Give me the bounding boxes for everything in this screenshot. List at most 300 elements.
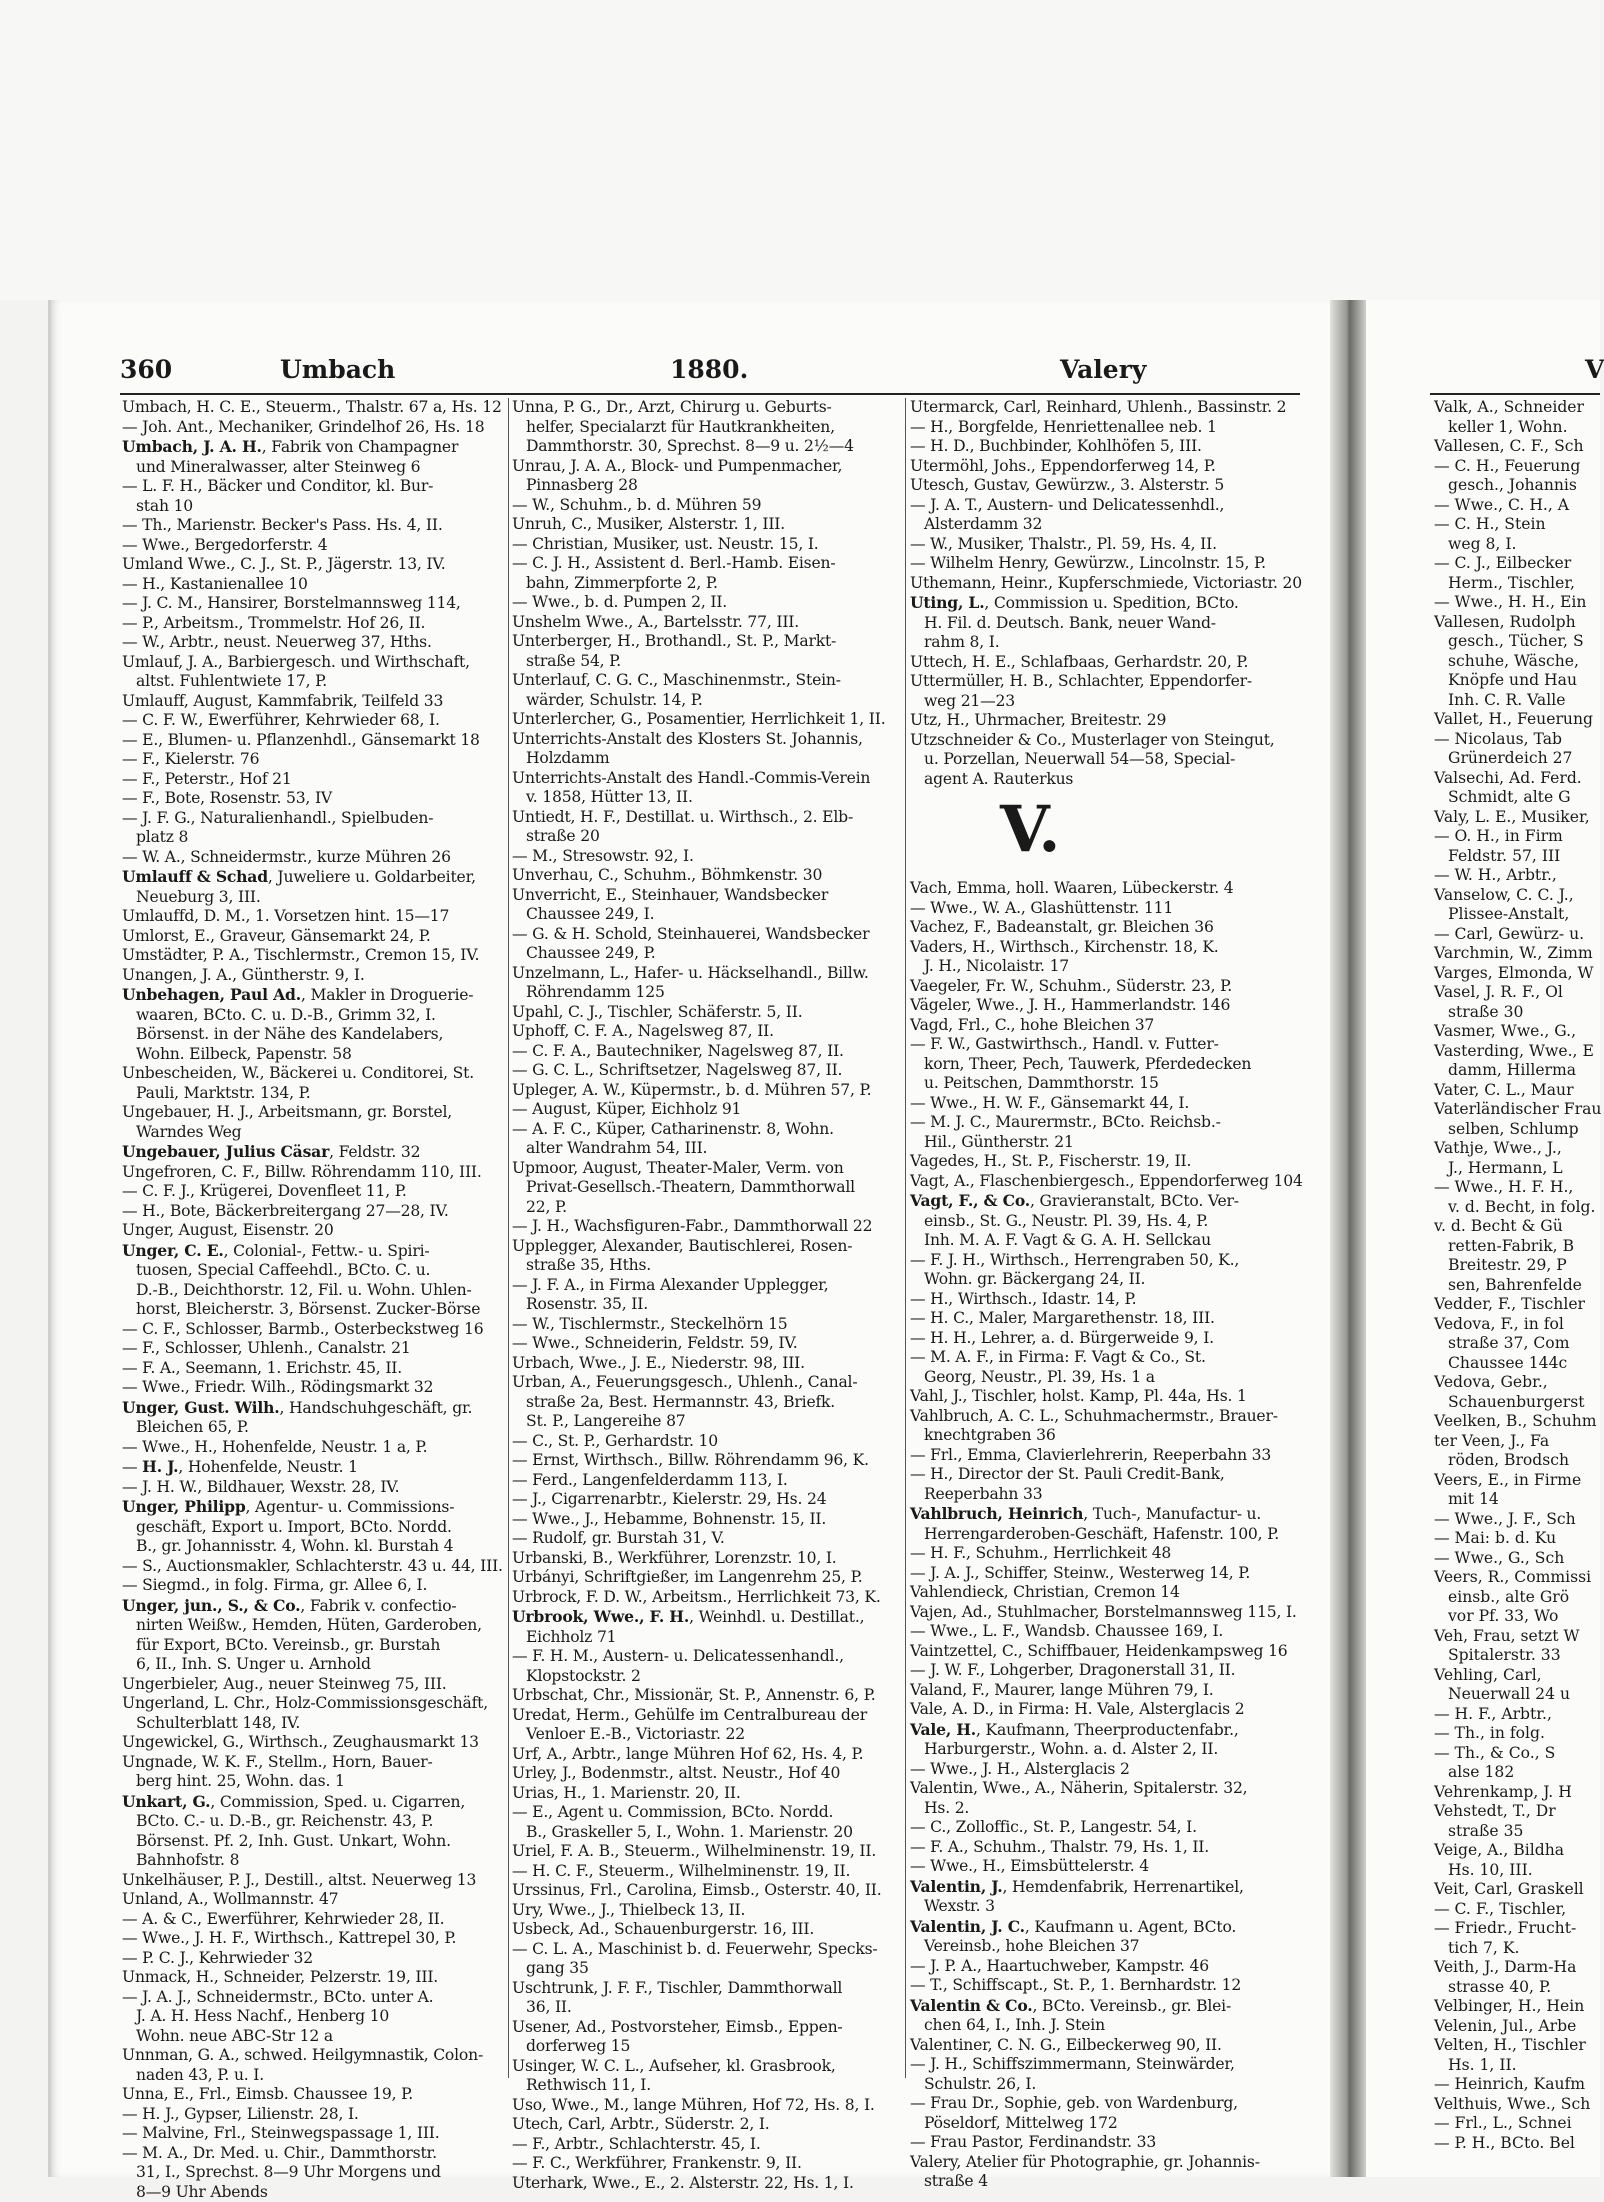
- directory-entry: für Export, BCto. Vereinsb., gr. Burstah: [122, 1636, 506, 1656]
- directory-entry: Valy, L. E., Musiker,: [1434, 808, 1600, 828]
- directory-entry: BCto. C.- u. D.-B., gr. Reichenstr. 43, P.: [122, 1812, 506, 1832]
- directory-entry: Vagt, A., Flaschenbiergesch., Eppendorferweg 104: [910, 1172, 1302, 1192]
- directory-entry: ter Veen, J., Fa: [1434, 1432, 1600, 1452]
- directory-entry: Uriel, F. A. B., Steuerm., Wilhelminenstr. 19, II.: [512, 1842, 900, 1862]
- directory-entry: Inh. C. R. Valle: [1434, 691, 1600, 711]
- directory-entry: — Frl., Emma, Clavierlehrerin, Reeperbahn 33: [910, 1446, 1302, 1466]
- directory-entry: Vahl, J., Tischler, holst. Kamp, Pl. 44a, Hs. 1: [910, 1387, 1302, 1407]
- directory-entry: keller 1, Wohn.: [1434, 418, 1600, 438]
- directory-entry: — F. A., Seemann, 1. Erichstr. 45, II.: [122, 1359, 506, 1379]
- directory-entry: Börsenst. in der Nähe des Kandelabers,: [122, 1025, 506, 1045]
- directory-entry: — August, Küper, Eichholz 91: [512, 1100, 900, 1120]
- column-separator: [508, 398, 509, 2078]
- directory-entry: — C. F., Schlosser, Barmb., Osterbeckstweg 16: [122, 1320, 506, 1340]
- directory-entry: Umlorst, E., Graveur, Gänsemarkt 24, P.: [122, 927, 506, 947]
- directory-entry: — Frau Dr., Sophie, geb. von Wardenburg,: [910, 2094, 1302, 2114]
- directory-entry: — L. F. H., Bäcker und Conditor, kl. Bur-: [122, 477, 506, 497]
- directory-entry: — H. C. F., Steuerm., Wilhelminenstr. 19, II.: [512, 1862, 900, 1882]
- directory-entry: Uttermüller, H. B., Schlachter, Eppendorfer-: [910, 672, 1302, 692]
- directory-entry: Privat-Gesellsch.-Theatern, Dammthorwall: [512, 1178, 900, 1198]
- directory-entry: — Frau Pastor, Ferdinandstr. 33: [910, 2133, 1302, 2153]
- directory-entry: Valentin & Co., BCto. Vereinsb., gr. Blei-: [910, 1996, 1302, 2017]
- directory-entry: — W. H., Arbtr.,: [1434, 866, 1600, 886]
- directory-entry: Vale, H., Kaufmann, Theerproductenfabr.,: [910, 1720, 1302, 1741]
- directory-entry: — Nicolaus, Tab: [1434, 730, 1600, 750]
- directory-entry: straße 20: [512, 827, 900, 847]
- directory-entry: Upmoor, August, Theater-Maler, Verm. von: [512, 1159, 900, 1179]
- directory-entry: Unkelhäuser, P. J., Destill., altst. Neuerweg 13: [122, 1871, 506, 1891]
- directory-entry: Umlauff & Schad, Juweliere u. Goldarbeiter,: [122, 867, 506, 888]
- directory-entry: korn, Theer, Pech, Tauwerk, Pferdedecken: [910, 1055, 1302, 1075]
- directory-entry: — A. F. C., Küper, Catharinenstr. 8, Wohn.: [512, 1120, 900, 1140]
- directory-entry: weg 21—23: [910, 692, 1302, 712]
- directory-entry: einsb., St. G., Neustr. Pl. 39, Hs. 4, P.: [910, 1212, 1302, 1232]
- directory-entry: — M. J. C., Maurermstr., BCto. Reichsb.-: [910, 1113, 1302, 1133]
- directory-entry: — Wwe., H. F. H.,: [1434, 1178, 1600, 1198]
- directory-entry: — H., Director der St. Pauli Credit-Bank,: [910, 1465, 1302, 1485]
- directory-entry: — H., Kastanienallee 10: [122, 575, 506, 595]
- directory-entry: v. d. Becht & Gü: [1434, 1217, 1600, 1237]
- directory-entry: Harburgerstr., Wohn. a. d. Alster 2, II.: [910, 1740, 1302, 1760]
- directory-entry: Unna, E., Frl., Eimsb. Chaussee 19, P.: [122, 2085, 506, 2105]
- directory-entry: alse 182: [1434, 1763, 1600, 1783]
- directory-entry: Veelken, B., Schuhm: [1434, 1412, 1600, 1432]
- directory-entry: — C. F. J., Krügerei, Dovenfleet 11, P.: [122, 1182, 506, 1202]
- directory-entry: Uphoff, C. F. A., Nagelsweg 87, II.: [512, 1022, 900, 1042]
- directory-entry: — Wilhelm Henry, Gewürzw., Lincolnstr. 15, P.: [910, 554, 1302, 574]
- directory-entry: — Wwe., Bergedorferstr. 4: [122, 536, 506, 556]
- directory-entry: Unger, Philipp, Agentur- u. Commissions-: [122, 1497, 506, 1518]
- directory-entry: Usener, Ad., Postvorsteher, Eimsb., Eppen-: [512, 2018, 900, 2038]
- directory-entry: Utesch, Gustav, Gewürzw., 3. Alsterstr. 5: [910, 476, 1302, 496]
- directory-entry: Pauli, Marktstr. 134, P.: [122, 1084, 506, 1104]
- directory-entry: Veers, R., Commissi: [1434, 1568, 1600, 1588]
- directory-entry: — C. J., Eilbecker: [1434, 554, 1600, 574]
- directory-entry: Umbach, H. C. E., Steuerm., Thalstr. 67 a, Hs. 12: [122, 398, 506, 418]
- directory-entry: — Wwe., H., Hohenfelde, Neustr. 1 a, P.: [122, 1438, 506, 1458]
- directory-entry: — Wwe., Friedr. Wilh., Rödingsmarkt 32: [122, 1378, 506, 1398]
- directory-entry: Umstädter, P. A., Tischlermstr., Cremon 15, IV.: [122, 946, 506, 966]
- directory-entry: Vach, Emma, holl. Waaren, Lübeckerstr. 4: [910, 879, 1302, 899]
- directory-entry: Untiedt, H. F., Destillat. u. Wirthsch., 2. Elb-: [512, 808, 900, 828]
- directory-entry: Vereinsb., hohe Bleichen 37: [910, 1937, 1302, 1957]
- directory-entry: tich 7, K.: [1434, 1939, 1600, 1959]
- directory-entry: — O. H., in Firm: [1434, 827, 1600, 847]
- directory-entry: nirten Weißw., Hemden, Hüten, Garderoben,: [122, 1616, 506, 1636]
- directory-entry: — W., Tischlermstr., Steckelhörn 15: [512, 1315, 900, 1335]
- directory-entry: Pinnasberg 28: [512, 476, 900, 496]
- directory-entry: — J. W. F., Lohgerber, Dragonerstall 31, II.: [910, 1661, 1302, 1681]
- directory-entry: Vaders, H., Wirthsch., Kirchenstr. 18, K.: [910, 938, 1302, 958]
- directory-entry: u. Peitschen, Dammthorstr. 15: [910, 1074, 1302, 1094]
- directory-entry: Ury, Wwe., J., Thielbeck 13, II.: [512, 1901, 900, 1921]
- directory-entry: straße 35, Hths.: [512, 1256, 900, 1276]
- directory-entry: — Malvine, Frl., Steinwegspassage 1, III.: [122, 2124, 506, 2144]
- directory-entry: Ungebauer, Julius Cäsar, Feldstr. 32: [122, 1142, 506, 1163]
- directory-entry: Unger, C. E., Colonial-, Fettw.- u. Spiri-: [122, 1241, 506, 1262]
- directory-entry: Vagt, F., & Co., Gravieranstalt, BCto. Ver-: [910, 1191, 1302, 1212]
- directory-entry: Schmidt, alte G: [1434, 788, 1600, 808]
- directory-entry: — F. H. M., Austern- u. Delicatessenhandl.,: [512, 1647, 900, 1667]
- directory-entry: Uttech, H. E., Schlafbaas, Gerhardstr. 20, P.: [910, 653, 1302, 673]
- directory-entry: Utz, H., Uhrmacher, Breitestr. 29: [910, 711, 1302, 731]
- directory-entry: straße 35: [1434, 1822, 1600, 1842]
- directory-entry: Valentiner, C. N. G., Eilbeckerweg 90, II.: [910, 2036, 1302, 2056]
- directory-entry: Velten, H., Tischler: [1434, 2036, 1600, 2056]
- directory-entry: agent A. Rauterkus: [910, 770, 1302, 790]
- directory-entry: — J. H. W., Bildhauer, Wexstr. 28, IV.: [122, 1478, 506, 1498]
- directory-entry: Uting, L., Commission u. Spedition, BCto.: [910, 593, 1302, 614]
- directory-entry: Unruh, C., Musiker, Alsterstr. 1, III.: [512, 515, 900, 535]
- directory-entry: — M. A., Dr. Med. u. Chir., Dammthorstr.: [122, 2144, 506, 2164]
- directory-entry: Veers, E., in Firme: [1434, 1471, 1600, 1491]
- directory-entry: Warndes Weg: [122, 1123, 506, 1143]
- directory-entry: — Ferd., Langenfelderdamm 113, I.: [512, 1471, 900, 1491]
- directory-entry: — C. J. H., Assistent d. Berl.-Hamb. Eisen-: [512, 554, 900, 574]
- directory-column-1: [122, 398, 506, 2078]
- directory-entry: retten-Fabrik, B: [1434, 1237, 1600, 1257]
- header-rule: [120, 393, 1300, 395]
- directory-entry: selben, Schlump: [1434, 1120, 1600, 1140]
- directory-entry: — C. F. W., Ewerführer, Kehrwieder 68, I.: [122, 711, 506, 731]
- directory-entry: gesch., Johannis: [1434, 476, 1600, 496]
- directory-entry: Veh, Frau, setzt W: [1434, 1627, 1600, 1647]
- directory-entry: — Ernst, Wirthsch., Billw. Röhrendamm 96, K.: [512, 1451, 900, 1471]
- directory-entry: Schauenburgerst: [1434, 1393, 1600, 1413]
- directory-entry: Unangen, J. A., Güntherstr. 9, I.: [122, 966, 506, 986]
- directory-entry: Chaussee 144c: [1434, 1354, 1600, 1374]
- directory-entry: Inh. M. A. F. Vagt & G. A. H. Sellckau: [910, 1231, 1302, 1251]
- directory-entry: — P. H., BCto. Bel: [1434, 2134, 1600, 2154]
- header-year: 1880.: [670, 355, 748, 384]
- directory-entry: — H., Bote, Bäckerbreitergang 27—28, IV.: [122, 1202, 506, 1222]
- directory-entry: — M. A. F., in Firma: F. Vagt & Co., St.: [910, 1348, 1302, 1368]
- directory-entry: v. d. Becht, in folg.: [1434, 1198, 1600, 1218]
- directory-entry: Vallet, H., Feuerung: [1434, 710, 1600, 730]
- directory-entry: Chaussee 249, P.: [512, 944, 900, 964]
- directory-entry: — W., Schuhm., b. d. Mühren 59: [512, 496, 900, 516]
- directory-entry: Urf, A., Arbtr., lange Mühren Hof 62, Hs. 4, P.: [512, 1745, 900, 1765]
- directory-entry: — P., Arbeitsm., Trommelstr. Hof 26, II.: [122, 614, 506, 634]
- directory-entry: — F. W., Gastwirthsch., Handl. v. Futter-: [910, 1035, 1302, 1055]
- directory-entry: Knöpfe und Hau: [1434, 671, 1600, 691]
- directory-entry: Varchmin, W., Zimm: [1434, 944, 1600, 964]
- directory-entry: — J. H., Schiffszimmermann, Steinwärder,: [910, 2055, 1302, 2075]
- header-right-word: Valery: [1060, 355, 1146, 384]
- directory-entry: Unkart, G., Commission, Sped. u. Cigarren,: [122, 1792, 506, 1813]
- directory-entry: Vasel, J. R. F., Ol: [1434, 983, 1600, 1003]
- directory-entry: Ungebauer, H. J., Arbeitsmann, gr. Borstel,: [122, 1103, 506, 1123]
- directory-entry: — H. F., Arbtr.,: [1434, 1705, 1600, 1725]
- directory-entry: Neuerwall 24 u: [1434, 1685, 1600, 1705]
- directory-entry: Usinger, W. C. L., Aufseher, kl. Grasbrook,: [512, 2057, 900, 2077]
- directory-entry: u. Porzellan, Neuerwall 54—58, Special-: [910, 750, 1302, 770]
- directory-entry: — H. C., Maler, Margarethenstr. 18, III.: [910, 1309, 1302, 1329]
- directory-entry: wärder, Schulstr. 14, P.: [512, 691, 900, 711]
- directory-entry: Neueburg 3, III.: [122, 888, 506, 908]
- directory-entry: geschäft, Export u. Import, BCto. Nordd.: [122, 1518, 506, 1538]
- directory-entry: gesch., Tücher, S: [1434, 632, 1600, 652]
- directory-entry: Chaussee 249, I.: [512, 905, 900, 925]
- directory-entry: Reeperbahn 33: [910, 1485, 1302, 1505]
- directory-entry: — S., Auctionsmakler, Schlachterstr. 43 u. 44, III.: [122, 1557, 506, 1577]
- directory-entry: Alsterdamm 32: [910, 515, 1302, 535]
- directory-entry: — G. C. L., Schriftsetzer, Nagelsweg 87, II.: [512, 1061, 900, 1081]
- directory-entry: Unrau, J. A. A., Block- und Pumpenmacher,: [512, 457, 900, 477]
- directory-entry: Usbeck, Ad., Schauenburgerstr. 16, III.: [512, 1920, 900, 1940]
- directory-entry: Unna, P. G., Dr., Arzt, Chirurg u. Geburts-: [512, 398, 900, 418]
- directory-entry: — C. H., Stein: [1434, 515, 1600, 535]
- directory-entry: — G. & H. Schold, Steinhauerei, Wandsbecker: [512, 925, 900, 945]
- directory-entry: — P. C. J., Kehrwieder 32: [122, 1949, 506, 1969]
- directory-entry: Hs. 2.: [910, 1799, 1302, 1819]
- directory-entry: Valk, A., Schneider: [1434, 398, 1600, 418]
- directory-entry: v. 1858, Hütter 13, II.: [512, 788, 900, 808]
- directory-entry: Vanselow, C. C. J.,: [1434, 886, 1600, 906]
- directory-entry: Unmack, H., Schneider, Pelzerstr. 19, III.: [122, 1968, 506, 1988]
- directory-entry: Urbanski, B., Werkführer, Lorenzstr. 10, I.: [512, 1549, 900, 1569]
- directory-entry: — J. H., Wachsfiguren-Fabr., Dammthorwall 22: [512, 1217, 900, 1237]
- directory-entry: — A. & C., Ewerführer, Kehrwieder 28, II.: [122, 1910, 506, 1930]
- directory-entry: Rosenstr. 35, II.: [512, 1295, 900, 1315]
- directory-entry: — W. A., Schneidermstr., kurze Mühren 26: [122, 848, 506, 868]
- directory-entry: Vagedes, H., St. P., Fischerstr. 19, II.: [910, 1152, 1302, 1172]
- directory-entry: 8—9 Uhr Abends: [122, 2183, 506, 2202]
- directory-entry: — E., Blumen- u. Pflanzenhdl., Gänsemarkt 18: [122, 731, 506, 751]
- directory-entry: — H. J., Gypser, Lilienstr. 28, I.: [122, 2105, 506, 2125]
- directory-entry: waaren, BCto. C. u. D.-B., Grimm 32, I.: [122, 1006, 506, 1026]
- directory-entry: 6, II., Inh. S. Unger u. Arnhold: [122, 1655, 506, 1675]
- directory-entry: 36, II.: [512, 1998, 900, 2018]
- directory-entry: Röhrendamm 125: [512, 983, 900, 1003]
- right-page-header: V: [1585, 355, 1604, 384]
- directory-entry: straße 4: [910, 2172, 1302, 2192]
- directory-entry: — Th., in folg.: [1434, 1724, 1600, 1744]
- directory-entry: Urbach, Wwe., J. E., Niederstr. 98, III.: [512, 1354, 900, 1374]
- directory-entry: Wohn. neue ABC-Str 12 a: [122, 2027, 506, 2047]
- directory-entry: Vajen, Ad., Stuhlmacher, Borstelmannsweg 115, I.: [910, 1603, 1302, 1623]
- directory-entry: — Wwe., J. H., Alsterglacis 2: [910, 1760, 1302, 1780]
- directory-entry: Unverricht, E., Steinhauer, Wandsbecker: [512, 886, 900, 906]
- directory-entry: Vahlbruch, A. C. L., Schuhmachermstr., Brauer-: [910, 1407, 1302, 1427]
- directory-entry: — Rudolf, gr. Burstah 31, V.: [512, 1529, 900, 1549]
- directory-entry: röden, Brodsch: [1434, 1451, 1600, 1471]
- directory-entry: — Wwe., Schneiderin, Feldstr. 59, IV.: [512, 1334, 900, 1354]
- directory-entry: altst. Fuhlentwiete 17, P.: [122, 672, 506, 692]
- directory-entry: Eichholz 71: [512, 1628, 900, 1648]
- directory-entry: damm, Hillerma: [1434, 1061, 1600, 1081]
- directory-entry: — J., Cigarrenarbtr., Kielerstr. 29, Hs. 24: [512, 1490, 900, 1510]
- directory-entry: Vedova, F., in fol: [1434, 1315, 1600, 1335]
- directory-entry: Vahlbruch, Heinrich, Tuch-, Manufactur- u.: [910, 1504, 1302, 1525]
- directory-entry: straße 2a, Best. Hermannstr. 43, Briefk.: [512, 1393, 900, 1413]
- directory-entry: stah 10: [122, 497, 506, 517]
- directory-entry: Unterberger, H., Brothandl., St. P., Markt-: [512, 632, 900, 652]
- directory-entry: Vasmer, Wwe., G.,: [1434, 1022, 1600, 1042]
- directory-entry: Unzelmann, L., Hafer- u. Häckselhandl., Billw.: [512, 964, 900, 984]
- directory-entry: Vaterländischer Frau: [1434, 1100, 1600, 1120]
- directory-entry: Vater, C. L., Maur: [1434, 1081, 1600, 1101]
- directory-entry: — T., Schiffscapt., St. P., 1. Bernhardstr. 12: [910, 1976, 1302, 1996]
- directory-entry: Utech, Carl, Arbtr., Süderstr. 2, I.: [512, 2115, 900, 2135]
- directory-entry: — F. J. H., Wirthsch., Herrengraben 50, K.,: [910, 1251, 1302, 1271]
- directory-entry: — E., Agent u. Commission, BCto. Nordd.: [512, 1803, 900, 1823]
- directory-entry: Feldstr. 57, III: [1434, 847, 1600, 867]
- directory-entry: — Christian, Musiker, ust. Neustr. 15, I.: [512, 535, 900, 555]
- directory-entry: mit 14: [1434, 1490, 1600, 1510]
- directory-entry: — H. F., Schuhm., Herrlichkeit 48: [910, 1544, 1302, 1564]
- directory-entry: Börsenst. Pf. 2, Inh. Gust. Unkart, Wohn.: [122, 1832, 506, 1852]
- directory-entry: Georg, Neustr., Pl. 39, Hs. 1 a: [910, 1368, 1302, 1388]
- directory-entry: — M., Stresowstr. 92, I.: [512, 847, 900, 867]
- directory-entry: — F., Bote, Rosenstr. 53, IV: [122, 789, 506, 809]
- page-header: [120, 355, 1300, 391]
- directory-entry: straße 30: [1434, 1003, 1600, 1023]
- directory-entry: — H., Wirthsch., Idastr. 14, P.: [910, 1290, 1302, 1310]
- directory-entry: Wexstr. 3: [910, 1897, 1302, 1917]
- directory-entry: — Wwe., H. W. F., Gänsemarkt 44, I.: [910, 1094, 1302, 1114]
- directory-entry: rahm 8, I.: [910, 633, 1302, 653]
- directory-entry: Vallesen, Rudolph: [1434, 613, 1600, 633]
- directory-entry: Schulstr. 26, I.: [910, 2075, 1302, 2095]
- directory-entry: J. A. H. Hess Nachf., Henberg 10: [122, 2007, 506, 2027]
- page-number: 360: [120, 355, 172, 384]
- directory-entry: Umlauff, August, Kammfabrik, Teilfeld 33: [122, 692, 506, 712]
- directory-entry: Urbányi, Schriftgießer, im Langenrehm 25, P.: [512, 1568, 900, 1588]
- directory-entry: — J. F. G., Naturalienhandl., Spielbuden-: [122, 809, 506, 829]
- directory-entry: Vehstedt, T., Dr: [1434, 1802, 1600, 1822]
- directory-entry: Holzdamm: [512, 749, 900, 769]
- directory-entry: — W., Arbtr., neust. Neuerweg 37, Hths.: [122, 633, 506, 653]
- directory-entry: — C. F., Tischler,: [1434, 1900, 1600, 1920]
- directory-entry: Vathje, Wwe., J.,: [1434, 1139, 1600, 1159]
- directory-entry: Schulterblatt 148, IV.: [122, 1714, 506, 1734]
- directory-entry: Ungerland, L. Chr., Holz-Commissionsgeschäft,: [122, 1694, 506, 1714]
- header-left-word: Umbach: [280, 355, 395, 384]
- directory-entry: vor Pf. 33, Wo: [1434, 1607, 1600, 1627]
- directory-entry: — F., Schlosser, Uhlenh., Canalstr. 21: [122, 1339, 506, 1359]
- directory-entry: Herrengarderoben-Geschäft, Hafenstr. 100, P.: [910, 1525, 1302, 1545]
- directory-entry: Varges, Elmonda, W: [1434, 964, 1600, 984]
- directory-entry: Vedder, F., Tischler: [1434, 1295, 1600, 1315]
- directory-entry: Valentin, J., Hemdenfabrik, Herrenartikel,: [910, 1877, 1302, 1898]
- directory-entry: — Wwe., W. A., Glashüttenstr. 111: [910, 899, 1302, 919]
- directory-entry: — Wwe., J. H. F., Wirthsch., Kattrepel 30, P.: [122, 1929, 506, 1949]
- directory-entry: Vallesen, C. F., Sch: [1434, 437, 1600, 457]
- directory-entry: — F., Peterstr., Hof 21: [122, 770, 506, 790]
- directory-entry: — H. D., Buchbinder, Kohlhöfen 5, III.: [910, 437, 1302, 457]
- directory-entry: — H. H., Lehrer, a. d. Bürgerweide 9, I.: [910, 1329, 1302, 1349]
- directory-entry: dorferweg 15: [512, 2037, 900, 2057]
- directory-entry: Vasterding, Wwe., E: [1434, 1042, 1600, 1062]
- directory-entry: B., gr. Johannisstr. 4, Wohn. kl. Burstah 4: [122, 1537, 506, 1557]
- directory-entry: Umland Wwe., C. J., St. P., Jägerstr. 13, IV.: [122, 555, 506, 575]
- directory-entry: horst, Bleicherstr. 3, Börsenst. Zucker-Börse: [122, 1300, 506, 1320]
- directory-entry: Urbrock, F. D. W., Arbeitsm., Herrlichkeit 73, K.: [512, 1588, 900, 1608]
- directory-entry: — C. L. A., Maschinist b. d. Feuerwehr, Specks-: [512, 1940, 900, 1960]
- directory-entry: Valand, F., Maurer, lange Mühren 79, I.: [910, 1681, 1302, 1701]
- directory-entry: Urban, A., Feuerungsgesch., Uhlenh., Canal-: [512, 1373, 900, 1393]
- directory-entry: naden 43, P. u. I.: [122, 2066, 506, 2086]
- directory-entry: — Mai: b. d. Ku: [1434, 1529, 1600, 1549]
- directory-entry: — Frl., L., Schnei: [1434, 2114, 1600, 2134]
- directory-entry: — Wwe., L. F., Wandsb. Chaussee 169, I.: [910, 1622, 1302, 1642]
- directory-entry: H. Fil. d. Deutsch. Bank, neuer Wand-: [910, 614, 1302, 634]
- book-gutter: [1330, 300, 1366, 2177]
- directory-entry: Upahl, C. J., Tischler, Schäferstr. 5, II.: [512, 1003, 900, 1023]
- directory-entry: Veit, Carl, Graskell: [1434, 1880, 1600, 1900]
- directory-entry: Vachez, F., Badeanstalt, gr. Bleichen 36: [910, 918, 1302, 938]
- directory-entry: berg hint. 25, Wohn. das. 1: [122, 1772, 506, 1792]
- directory-entry: Dammthorstr. 30, Sprechst. 8—9 u. 2½—4: [512, 437, 900, 457]
- directory-entry: Hs. 1, II.: [1434, 2056, 1600, 2076]
- directory-entry: 31, I., Sprechst. 8—9 Uhr Morgens und: [122, 2163, 506, 2183]
- directory-entry: — J. C. M., Hansirer, Borstelmannsweg 114,: [122, 594, 506, 614]
- directory-entry: und Mineralwasser, alter Steinweg 6: [122, 458, 506, 478]
- directory-entry: sen, Bahrenfelde: [1434, 1276, 1600, 1296]
- directory-entry: — J. A. T., Austern- und Delicatessenhdl.,: [910, 496, 1302, 516]
- directory-entry: — J. F. A., in Firma Alexander Upplegger,: [512, 1276, 900, 1296]
- directory-entry: platz 8: [122, 828, 506, 848]
- directory-entry: Ungefroren, C. F., Billw. Röhrendamm 110, III.: [122, 1163, 506, 1183]
- directory-column-3: [910, 398, 1302, 2078]
- directory-entry: Uschtrunk, J. F. F., Tischler, Dammthorwall: [512, 1979, 900, 1999]
- directory-entry: Velbinger, H., Hein: [1434, 1997, 1600, 2017]
- directory-entry: — F., Arbtr., Schlachterstr. 45, I.: [512, 2135, 900, 2155]
- directory-entry: Unverhau, C., Schuhm., Böhmkenstr. 30: [512, 866, 900, 886]
- directory-entry: Velthuis, Wwe., Sch: [1434, 2095, 1600, 2115]
- directory-entry: Bleichen 65, P.: [122, 1418, 506, 1438]
- directory-entry: Vale, A. D., in Firma: H. Vale, Alsterglacis 2: [910, 1700, 1302, 1720]
- right-page-column: [1434, 398, 1600, 2078]
- directory-entry: Unterlercher, G., Posamentier, Herrlichkeit 1, II.: [512, 710, 900, 730]
- directory-entry: Utermarck, Carl, Reinhard, Uhlenh., Bassinstr. 2: [910, 398, 1302, 418]
- directory-entry: Valsechi, Ad. Ferd.: [1434, 769, 1600, 789]
- directory-entry: Umlauf, J. A., Barbiergesch. und Wirthschaft,: [122, 653, 506, 673]
- directory-entry: Unnman, G. A., schwed. Heilgymnastik, Colon-: [122, 2046, 506, 2066]
- directory-entry: Pöseldorf, Mittelweg 172: [910, 2114, 1302, 2134]
- directory-entry: Wohn. gr. Bäckergang 24, II.: [910, 1270, 1302, 1290]
- directory-entry: Unbescheiden, W., Bäckerei u. Conditorei, St.: [122, 1064, 506, 1084]
- directory-column-2: [512, 398, 900, 2078]
- directory-entry: Herm., Tischler,: [1434, 574, 1600, 594]
- directory-entry: St. P., Langereihe 87: [512, 1412, 900, 1432]
- directory-entry: Valery, Atelier für Photographie, gr. Johannis-: [910, 2153, 1302, 2173]
- directory-entry: Valentin, Wwe., A., Näherin, Spitalerstr. 32,: [910, 1779, 1302, 1799]
- section-letter: V.: [910, 789, 1302, 879]
- directory-entry: Unger, August, Eisenstr. 20: [122, 1221, 506, 1241]
- directory-entry: — Friedr., Frucht-: [1434, 1919, 1600, 1939]
- directory-entry: — Wwe., C. H., A: [1434, 496, 1600, 516]
- directory-entry: — F. A., Schuhm., Thalstr. 79, Hs. 1, II.: [910, 1838, 1302, 1858]
- directory-entry: Hs. 10, III.: [1434, 1861, 1600, 1881]
- directory-entry: Bahnhofstr. 8: [122, 1851, 506, 1871]
- directory-entry: — Wwe., J. F., Sch: [1434, 1510, 1600, 1530]
- directory-entry: Plissee-Anstalt,: [1434, 905, 1600, 925]
- directory-entry: knechtgraben 36: [910, 1426, 1302, 1446]
- directory-entry: Vedova, Gebr.,: [1434, 1373, 1600, 1393]
- directory-entry: Vehrenkamp, J. H: [1434, 1783, 1600, 1803]
- directory-entry: Upleger, A. W., Küpermstr., b. d. Mühren 57, P.: [512, 1081, 900, 1101]
- directory-entry: Grünerdeich 27: [1434, 749, 1600, 769]
- directory-entry: Unterrichts-Anstalt des Handl.-Commis-Verein: [512, 769, 900, 789]
- directory-entry: Veige, A., Bildha: [1434, 1841, 1600, 1861]
- directory-entry: Wohn. Eilbeck, Papenstr. 58: [122, 1045, 506, 1065]
- directory-entry: Vaegeler, Fr. W., Schuhm., Süderstr. 23, P.: [910, 977, 1302, 997]
- directory-entry: — J. A. J., Schneidermstr., BCto. unter A.: [122, 1988, 506, 2008]
- directory-entry: Uthemann, Heinr., Kupferschmiede, Victoriastr. 20: [910, 574, 1302, 594]
- directory-entry: — C., Zolloffic., St. P., Langestr. 54, I.: [910, 1818, 1302, 1838]
